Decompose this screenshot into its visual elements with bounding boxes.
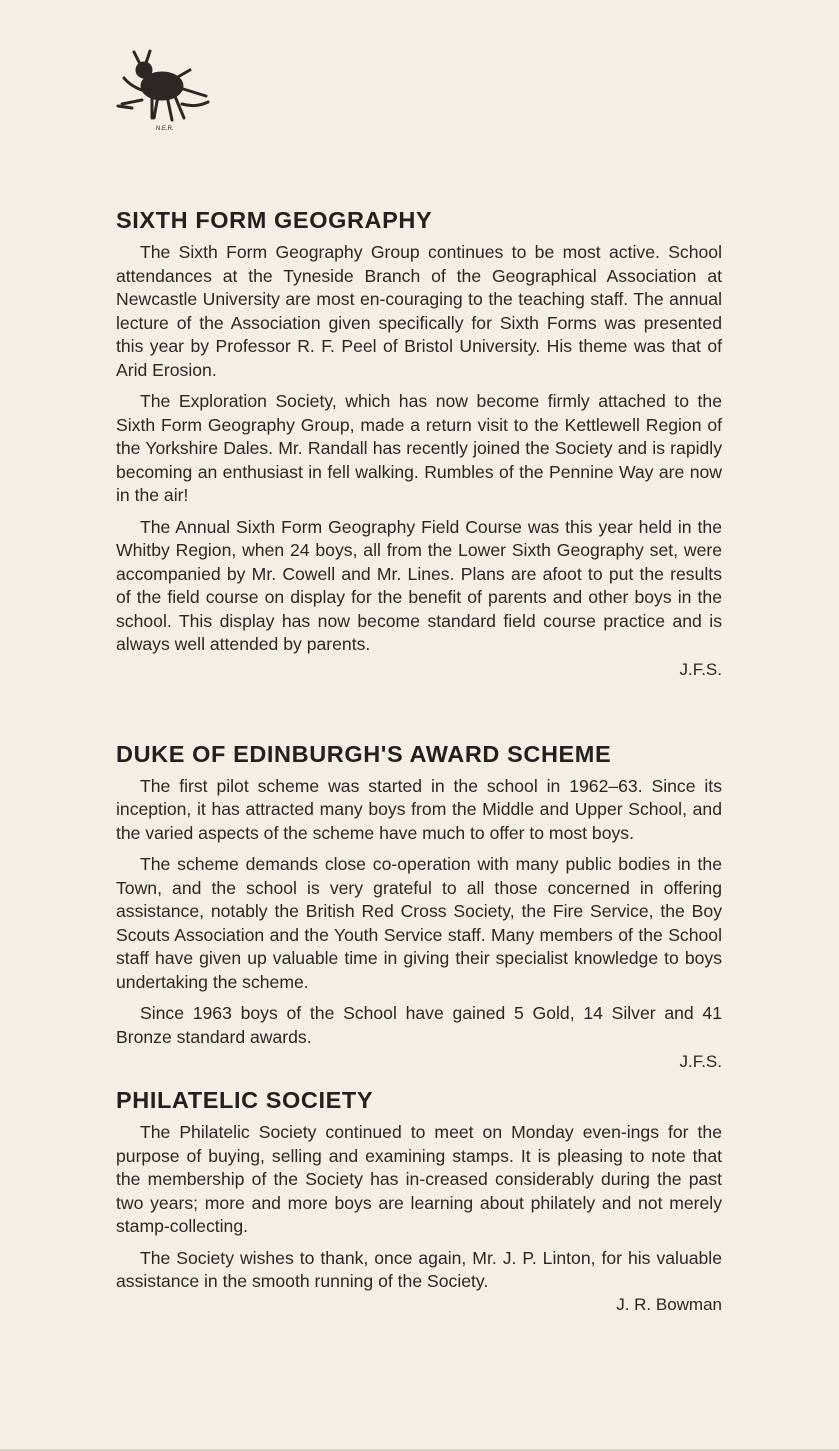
paragraph: The Society wishes to thank, once again, Mr. J. P. Linton, for his valuable assistance in the smooth running of the Society.	[116, 1247, 722, 1291]
paragraph: The Philatelic Society continued to meet on Monday even-ings for the purpose of buying, selling and examining stamps. It is pleasing to note that the membership of the Society has in-creased considerably during the past two years; more and more boys are learning about philately and not merely stamp-collecting.	[116, 1122, 722, 1236]
signature: J.F.S.	[679, 1052, 722, 1071]
signature: J.F.S.	[679, 659, 722, 679]
section-title: DUKE OF EDINBURGH'S AWARD SCHEME	[116, 740, 612, 767]
ant-mascot-icon	[112, 48, 212, 132]
signature: J. R. Bowman	[616, 1294, 722, 1314]
section-duke-of-edinburgh	[116, 739, 722, 1074]
paragraph: The first pilot scheme was started in the school in 1962–63. Since its inception, it has attracted many boys from the Middle and Upper School, and the varied aspects of the scheme have much to offer to most boys.	[116, 775, 722, 843]
paragraph: The scheme demands close co-operation with many public bodies in the Town, and the school is very grateful to all those concerned in offering assistance, notably the British Red Cross Society, the Fire Service, the Boy Scouts Association and the Youth Service staff. Many members of the School staff have given up valuable time in giving their specialist knowledge to boys undertaking the scheme.	[116, 854, 722, 992]
paragraph: The Annual Sixth Form Geography Field Course was this year held in the Whitby Region, when 24 boys, all from the Lower Sixth Geography set, were accompanied by Mr. Cowell and Mr. Lines. Plans are afoot to put the results of the field course on display for the benefit of parents and other boys in the school. This display has now become standard field course practice and is always well attended by parents.	[116, 516, 722, 654]
paragraph: The Exploration Society, which has now become firmly attached to the Sixth Form Geography Group, made a return visit to the Kettlewell Region of the Yorkshire Dales. Mr. Randall has recently joined the Society and is rapidly becoming an enthusiast in fell walking. Rumbles of the Pennine Way are now in the air!	[116, 391, 722, 505]
paragraph: Since 1963 boys of the School have gained 5 Gold, 14 Silver and 41 Bronze standard awards.	[116, 1003, 722, 1047]
article-column	[116, 205, 722, 1316]
section-philatelic-society	[116, 1085, 722, 1316]
paragraph: The Sixth Form Geography Group continues to be most active. School attendances at the Tyneside Branch of the Geographical Association at Newcastle University are most en-couraging to the teaching staff. The annual lecture of the Association given specifically for Sixth Forms was presented this year by Professor R. F. Peel of Bristol University. His theme was that of Arid Erosion.	[116, 242, 722, 380]
section-sixth-form-geography	[116, 205, 722, 681]
section-title: SIXTH FORM GEOGRAPHY	[116, 207, 433, 233]
logo-caption: N.E.R.	[156, 126, 174, 132]
section-title: PHILATELIC SOCIETY	[116, 1087, 374, 1113]
